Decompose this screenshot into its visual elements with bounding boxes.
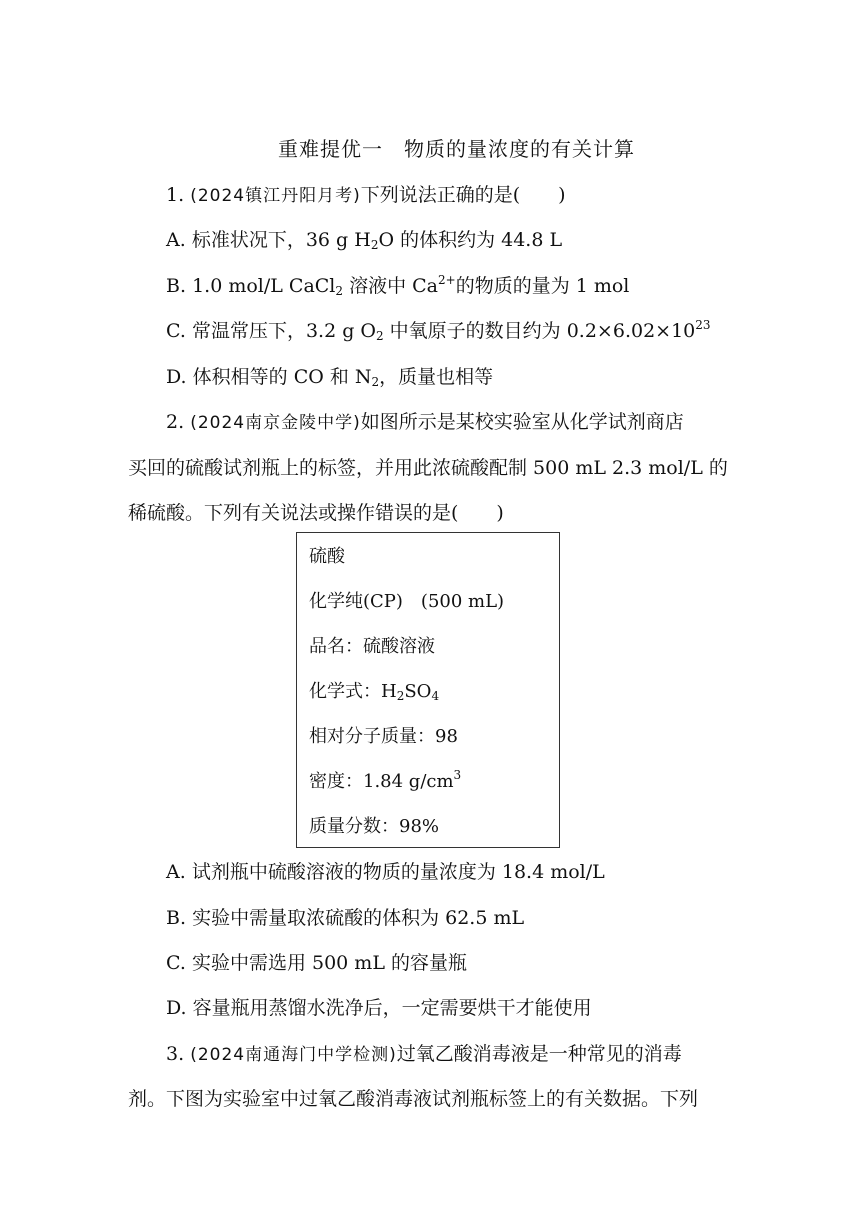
density-text: 密度：1.84 g/cm [309, 771, 454, 792]
label-row-product: 品名：硫酸溶液 [309, 636, 435, 657]
reagent-label-box [296, 532, 560, 848]
subscript: 2 [376, 329, 384, 343]
option-letter: C. [166, 952, 186, 974]
option-text: 中氧原子的数目约为 0.2×6.02×10 [383, 320, 696, 342]
question-1-source: (2024镇江丹阳月考) [190, 186, 361, 206]
question-1-stem [166, 183, 566, 208]
question-2-option-c [166, 951, 467, 975]
subscript: 2 [396, 689, 405, 703]
question-3-stem-line-1 [166, 1042, 682, 1067]
option-letter: B. [166, 275, 187, 297]
option-letter: A. [166, 861, 186, 883]
option-letter: C. [166, 320, 186, 342]
question-2-stem-line-1 [166, 410, 684, 435]
question-2-source: (2024南京金陵中学) [190, 413, 361, 433]
page-title: 重难提优一 物质的量浓度的有关计算 [278, 137, 635, 161]
question-2-stem-line-2: 买回的硫酸试剂瓶上的标签，并用此浓硫酸配制 500 mL 2.3 mol/L 的 [128, 457, 728, 479]
question-2-number: 2. [166, 411, 185, 433]
question-3-text: 过氧乙酸消毒液是一种常见的消毒 [396, 1043, 682, 1065]
label-row-grade: 化学纯(CP) (500 mL) [309, 591, 505, 612]
option-text: O 的体积约为 44.8 L [378, 229, 563, 251]
option-text: 容量瓶用蒸馏水洗净后，一定需要烘干才能使用 [192, 997, 592, 1019]
label-row-molar-mass: 相对分子质量：98 [309, 726, 458, 747]
question-2-option-b [166, 906, 524, 930]
question-3-source: (2024南通海门中学检测) [190, 1045, 397, 1065]
option-letter: D. [166, 997, 187, 1019]
option-text: 1.0 mol/L CaCl [192, 275, 336, 297]
option-text: 标准状况下，36 g H [191, 229, 371, 251]
formula-text: SO [404, 681, 432, 702]
label-row-formula [309, 680, 439, 704]
label-row-mass-fraction: 质量分数：98% [309, 816, 440, 837]
question-1-option-d [166, 365, 493, 389]
option-text: 试剂瓶中硫酸溶液的物质的量浓度为 18.4 mol/L [191, 861, 605, 883]
subscript: 4 [431, 689, 440, 703]
superscript: 23 [695, 318, 711, 332]
question-1-text: 下列说法正确的是( ) [360, 184, 566, 206]
superscript: 2+ [437, 273, 456, 287]
option-letter: A. [166, 229, 186, 251]
question-2-option-a [166, 860, 605, 884]
question-3-stem-line-2: 剂。下图为实验室中过氧乙酸消毒液试剂瓶标签上的有关数据。下列 [128, 1088, 699, 1110]
formula-text: 化学式：H [309, 681, 397, 702]
option-text: ，质量也相等 [379, 366, 494, 388]
question-1-option-b [166, 274, 629, 298]
subscript: 2 [371, 375, 380, 389]
question-1-option-a [166, 228, 562, 252]
question-2-option-d [166, 996, 592, 1020]
option-text: 实验中需量取浓硫酸的体积为 62.5 mL [192, 907, 525, 929]
option-text: 常温常压下，3.2 g O [191, 320, 376, 342]
label-row-name: 硫酸 [309, 546, 345, 567]
option-text: 的物质的量为 1 mol [455, 275, 630, 297]
option-letter: D. [166, 366, 187, 388]
question-1-option-c [166, 319, 711, 343]
option-text: 实验中需选用 500 mL 的容量瓶 [191, 952, 467, 974]
question-2-stem-line-3: 稀硫酸。下列有关说法或操作错误的是( ) [128, 502, 504, 524]
subscript: 2 [370, 238, 379, 252]
question-2-text: 如图所示是某校实验室从化学试剂商店 [360, 411, 684, 433]
label-row-density [309, 770, 461, 794]
option-letter: B. [166, 907, 187, 929]
question-3-number: 3. [166, 1043, 185, 1065]
superscript: 3 [453, 768, 462, 782]
option-text: 溶液中 Ca [343, 275, 438, 297]
question-1-number: 1. [166, 184, 185, 206]
option-text: 体积相等的 CO 和 N [192, 366, 372, 388]
subscript: 2 [335, 284, 344, 298]
